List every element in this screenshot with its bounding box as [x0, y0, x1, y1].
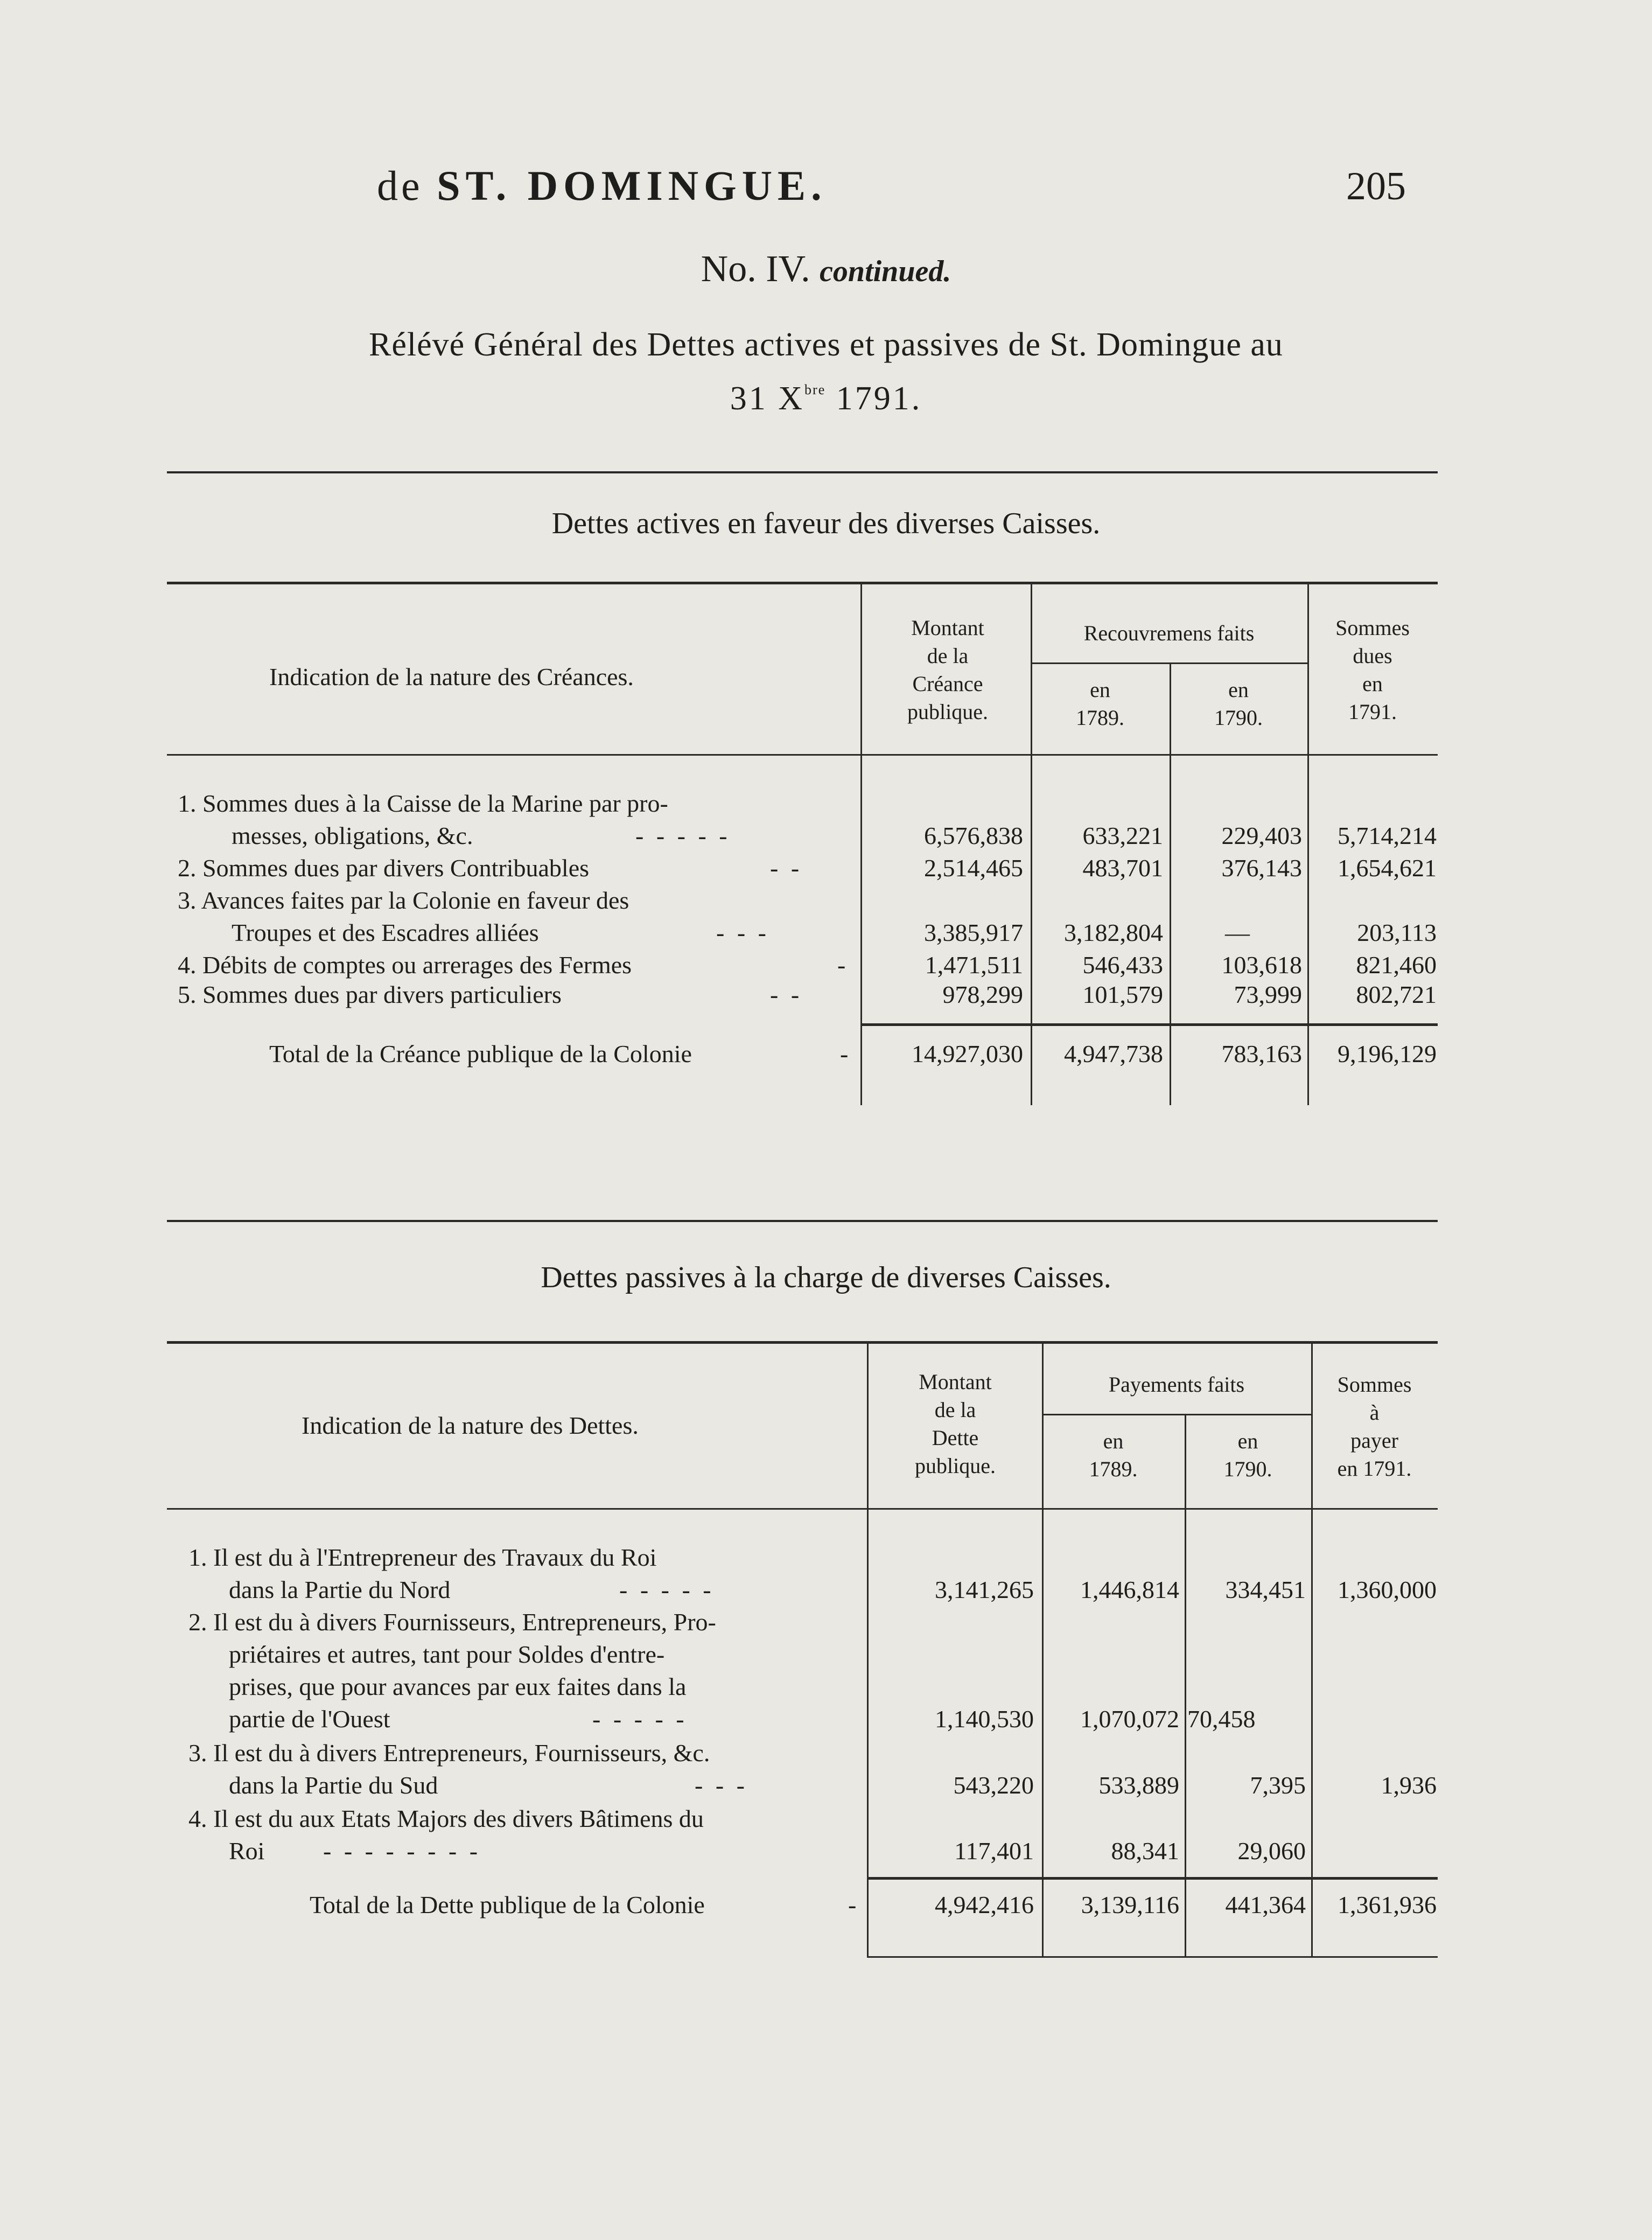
- passives-header-rule: [167, 1508, 1438, 1510]
- total-1789: 4,947,738: [1064, 1040, 1163, 1067]
- total-montant: 14,927,030: [912, 1040, 1023, 1067]
- header-line: en: [1362, 672, 1383, 696]
- leader-dots: - - - - -: [635, 822, 731, 849]
- actives-col-line-1: [860, 583, 862, 1105]
- header-line: en: [1228, 678, 1249, 702]
- running-title-prefix: de: [377, 162, 423, 209]
- header-line: payer: [1350, 1428, 1398, 1453]
- divider-rule: [167, 471, 1438, 473]
- running-title: [377, 162, 827, 210]
- leader-dots: - -: [770, 981, 803, 1008]
- total-1790: 441,364: [1225, 1891, 1306, 1918]
- total-sommes: 1,361,936: [1338, 1891, 1437, 1918]
- actives-header-1789: [1031, 676, 1170, 732]
- divider-rule: [167, 1220, 1438, 1222]
- cell-1789: 633,221: [1082, 822, 1163, 849]
- cell-1790: 103,618: [1221, 951, 1302, 979]
- row-label: 2. Sommes dues par divers Contribuables: [178, 854, 590, 882]
- title-date-year: 1791.: [825, 380, 922, 417]
- actives-header-label: Indication de la nature des Créances.: [269, 663, 634, 690]
- table-number-label: No. IV.: [701, 248, 810, 290]
- header-line: en: [1237, 1429, 1258, 1453]
- header-line: en: [1103, 1429, 1124, 1453]
- cell-montant: 6,576,838: [924, 822, 1023, 849]
- cell-sommes: 5,714,214: [1338, 822, 1437, 849]
- cell-montant: 543,220: [953, 1771, 1034, 1799]
- cell-montant: 2,514,465: [924, 854, 1023, 882]
- cell-1789: 88,341: [1111, 1837, 1179, 1865]
- row-label-cont: priétaires et autres, tant pour Soldes d'entre-: [229, 1641, 665, 1668]
- header-line: Sommes: [1337, 1372, 1412, 1397]
- header-line: 1790.: [1214, 706, 1263, 730]
- row-label-cont: messes, obligations, &c.: [232, 822, 473, 849]
- leader-dots: - -: [770, 854, 803, 882]
- actives-header-montant: [867, 614, 1028, 726]
- header-line: en 1791.: [1337, 1456, 1412, 1481]
- cell-1790: 376,143: [1221, 854, 1302, 882]
- cell-1790: 70,458: [1187, 1705, 1256, 1733]
- leader-dots: - - - - -: [619, 1576, 715, 1603]
- passives-section-title: Dettes passives à la charge de diverses Caisses.: [541, 1261, 1111, 1294]
- leader-dots: - - -: [716, 919, 769, 946]
- continued-label: continued.: [820, 255, 951, 288]
- cell-sommes: 802,721: [1356, 981, 1437, 1008]
- cell-1790: 73,999: [1234, 981, 1302, 1008]
- header-line: 1790.: [1223, 1457, 1272, 1481]
- passives-subheader-rule: [1042, 1414, 1311, 1415]
- row-label: 4. Débits de comptes ou arrerages des Fermes: [178, 951, 632, 979]
- actives-subheader-rule: [1031, 662, 1307, 664]
- page-number: 205: [1346, 164, 1406, 208]
- actives-header-rule: [167, 754, 1438, 756]
- total-montant: 4,942,416: [935, 1891, 1034, 1918]
- table-number: [0, 248, 1652, 291]
- actives-header-recouvrements: Recouvremens faits: [1083, 621, 1255, 645]
- leader-dots: -: [840, 1040, 852, 1067]
- actives-top-rule: [167, 582, 1438, 584]
- row-label: 3. Avances faites par la Colonie en faveur des: [178, 887, 629, 914]
- cell-montant: 117,401: [954, 1837, 1034, 1865]
- total-1789: 3,139,116: [1081, 1891, 1179, 1918]
- cell-montant: 3,141,265: [935, 1576, 1034, 1603]
- row-label: 5. Sommes dues par divers particuliers: [178, 981, 562, 1008]
- row-label-cont: dans la Partie du Nord: [229, 1576, 451, 1603]
- running-head: [0, 162, 1652, 221]
- cell-montant: 1,140,530: [935, 1705, 1034, 1733]
- passives-header-payements: Payements faits: [1108, 1372, 1245, 1397]
- passives-header-1789: [1042, 1427, 1185, 1483]
- passives-bottom-rule: [867, 1956, 1438, 1958]
- cell-sommes: 1,654,621: [1338, 854, 1437, 882]
- row-label: 1. Sommes dues à la Caisse de la Marine par pro-: [178, 790, 668, 817]
- row-label: 2. Il est du à divers Fournisseurs, Entrepreneurs, Pro-: [188, 1608, 716, 1636]
- header-line: 1791.: [1348, 700, 1397, 724]
- cell-1789: 3,182,804: [1064, 919, 1163, 946]
- header-line: dues: [1353, 644, 1392, 668]
- cell-1790: —: [1225, 919, 1250, 946]
- total-label: Total de la Créance publique de la Colonie: [269, 1040, 692, 1067]
- row-label-cont: dans la Partie du Sud: [229, 1771, 438, 1799]
- total-sommes: 9,196,129: [1338, 1040, 1437, 1067]
- actives-section-title: Dettes actives en faveur des diverses Caisses.: [551, 507, 1101, 540]
- header-line: Créance: [912, 672, 983, 696]
- passives-col-line-1: [867, 1342, 869, 1956]
- header-line: de la: [934, 1398, 976, 1422]
- leader-dots: - - - - -: [592, 1705, 688, 1733]
- cell-1789: 533,889: [1098, 1771, 1179, 1799]
- total-1790: 783,163: [1221, 1040, 1302, 1067]
- table-title-line1: Rélévé Général des Dettes actives et passives de St. Domingue au: [369, 326, 1283, 363]
- cell-1790: 29,060: [1237, 1837, 1306, 1865]
- passives-header-label: Indication de la nature des Dettes.: [302, 1412, 639, 1439]
- actives-header-sommes: [1307, 614, 1438, 726]
- leader-dots: - - - - - - - -: [323, 1837, 481, 1865]
- header-line: publique.: [907, 700, 988, 724]
- title-date-sup: bre: [804, 382, 826, 397]
- cell-1789: 546,433: [1082, 951, 1163, 979]
- total-label: Total de la Dette publique de la Colonie: [310, 1891, 705, 1918]
- header-line: Sommes: [1335, 616, 1410, 640]
- header-line: 1789.: [1076, 706, 1124, 730]
- cell-sommes: 203,113: [1357, 919, 1437, 946]
- actives-header-1790: [1170, 676, 1307, 732]
- header-line: 1789.: [1089, 1457, 1138, 1481]
- passives-header-1790: [1185, 1427, 1311, 1483]
- cell-1789: 1,070,072: [1080, 1705, 1179, 1733]
- leader-dots: - - -: [695, 1771, 748, 1799]
- cell-montant: 3,385,917: [924, 919, 1023, 946]
- cell-1790: 7,395: [1250, 1771, 1306, 1799]
- row-label-cont: partie de l'Ouest: [229, 1705, 390, 1733]
- actives-col-line-2: [1031, 583, 1032, 1105]
- passives-col-line-3: [1185, 1414, 1186, 1956]
- header-line: publique.: [915, 1454, 996, 1478]
- passives-header-sommes: [1311, 1371, 1438, 1483]
- row-label-cont: Troupes et des Escadres alliées: [232, 919, 539, 946]
- leader-dots: -: [848, 1891, 860, 1918]
- table-title-line2: [0, 380, 1652, 418]
- row-label: 4. Il est du aux Etats Majors des divers Bâtimens du: [188, 1805, 704, 1832]
- header-line: à: [1369, 1400, 1380, 1425]
- cell-1789: 483,701: [1082, 854, 1163, 882]
- passives-total-rule: [867, 1877, 1438, 1880]
- cell-1789: 1,446,814: [1080, 1576, 1179, 1603]
- header-line: Dette: [932, 1426, 979, 1450]
- actives-total-rule: [860, 1023, 1438, 1026]
- cell-sommes: 821,460: [1356, 951, 1437, 979]
- header-line: Montant: [919, 1370, 992, 1394]
- cell-1790: 334,451: [1225, 1576, 1306, 1603]
- header-line: Montant: [911, 616, 984, 640]
- cell-1790: 229,403: [1221, 822, 1302, 849]
- row-label: 3. Il est du à divers Entrepreneurs, Fournisseurs, &c.: [188, 1739, 710, 1767]
- title-date-day: 31 X: [730, 380, 805, 417]
- passives-top-rule: [167, 1341, 1438, 1344]
- header-line: de la: [927, 644, 969, 668]
- row-label: 1. Il est du à l'Entrepreneur des Travaux du Roi: [188, 1544, 657, 1571]
- header-line: en: [1090, 678, 1110, 702]
- row-label-cont: Roi: [229, 1837, 265, 1865]
- cell-sommes: 1,936: [1381, 1771, 1437, 1799]
- passives-header-montant: [870, 1368, 1041, 1480]
- cell-montant: 1,471,511: [925, 951, 1023, 979]
- cell-sommes: 1,360,000: [1338, 1576, 1437, 1603]
- row-label-cont: prises, que pour avances par eux faites dans la: [229, 1673, 687, 1700]
- cell-1789: 101,579: [1082, 981, 1163, 1008]
- leader-dots: -: [837, 951, 849, 979]
- cell-montant: 978,299: [942, 981, 1023, 1008]
- running-title-place: ST. DOMINGUE.: [437, 162, 827, 209]
